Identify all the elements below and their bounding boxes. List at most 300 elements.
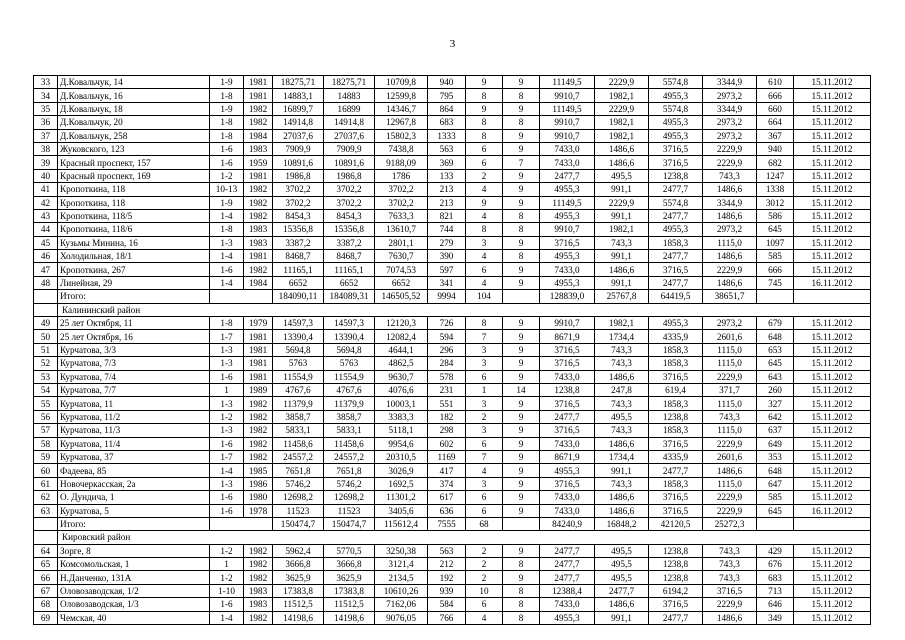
table-cell: 648 — [757, 330, 794, 343]
table-cell: 42 — [34, 196, 58, 209]
table-cell: 3625,9 — [273, 571, 324, 584]
table-cell: 10003,1 — [375, 397, 428, 410]
total-label: Итого: — [58, 290, 210, 303]
table-cell: 296 — [428, 343, 466, 356]
table-cell: 11149,5 — [540, 196, 595, 209]
table-cell: 2 — [466, 169, 503, 182]
table-cell: 66 — [34, 571, 58, 584]
table-cell: 69 — [34, 611, 58, 624]
buildings-table — [33, 75, 871, 625]
table-cell: 9 — [503, 263, 540, 276]
table-cell: 1982,1 — [595, 317, 649, 330]
table-cell: 991,1 — [595, 276, 649, 289]
table-cell: 1115,0 — [703, 236, 757, 249]
table-cell: 33 — [34, 76, 58, 89]
table-cell: 1982 — [244, 558, 273, 571]
table-cell: 7433,0 — [540, 263, 595, 276]
table-cell: 2973,2 — [703, 89, 757, 102]
total-row — [34, 517, 871, 530]
table-cell: 2229,9 — [703, 504, 757, 517]
table-cell: 4955,3 — [540, 611, 595, 624]
table-cell: 2477,7 — [649, 464, 703, 477]
table-cell: 602 — [428, 437, 466, 450]
table-cell: 1 — [466, 383, 503, 396]
table-cell: 3858,7 — [273, 410, 324, 423]
table-cell: 8 — [503, 611, 540, 624]
table-row — [34, 169, 871, 182]
table-cell: 7 — [466, 330, 503, 343]
table-cell: 3383,3 — [375, 410, 428, 423]
table-cell: 9 — [503, 450, 540, 463]
table-cell: 14597,3 — [324, 317, 375, 330]
table-cell: 4955,3 — [540, 464, 595, 477]
table-cell: 371,7 — [703, 383, 757, 396]
table-cell: 682 — [757, 156, 794, 169]
table-cell: 743,3 — [703, 544, 757, 557]
table-cell — [34, 290, 58, 303]
table-cell: 3716,5 — [649, 598, 703, 611]
table-cell: 610 — [757, 76, 794, 89]
table-cell: 1692,5 — [375, 477, 428, 490]
table-cell: 578 — [428, 370, 466, 383]
table-cell: 11554,9 — [273, 370, 324, 383]
table-cell: 15.11.2012 — [794, 330, 871, 343]
table-cell: 4 — [466, 464, 503, 477]
table-cell: Курчатова, 3/3 — [58, 343, 210, 356]
table-cell: Д.Ковальчук, 20 — [58, 116, 210, 129]
table-cell: 15.11.2012 — [794, 357, 871, 370]
table-cell: 3716,5 — [540, 397, 595, 410]
table-cell: 9910,7 — [540, 116, 595, 129]
table-cell: 11512,5 — [273, 598, 324, 611]
table-cell: 1978 — [244, 504, 273, 517]
table-cell: 6 — [466, 156, 503, 169]
table-cell: 1115,0 — [703, 357, 757, 370]
table-cell: Жуковского, 123 — [58, 142, 210, 155]
table-row — [34, 102, 871, 115]
table-cell: 60 — [34, 464, 58, 477]
table-cell: 2973,2 — [703, 317, 757, 330]
table-cell: 7 — [503, 156, 540, 169]
table-cell: 1486,6 — [703, 209, 757, 222]
table-cell: 417 — [428, 464, 466, 477]
table-cell: 645 — [757, 223, 794, 236]
table-cell: 11523 — [324, 504, 375, 517]
table-row — [34, 491, 871, 504]
table-cell: 41 — [34, 183, 58, 196]
table-cell: 8 — [503, 116, 540, 129]
table-cell: Комсомольская, 1 — [58, 558, 210, 571]
table-cell: 3 — [466, 236, 503, 249]
table-cell: 63 — [34, 504, 58, 517]
table-cell: 15.11.2012 — [794, 397, 871, 410]
table-cell: 12082,4 — [375, 330, 428, 343]
total-cell: 42120,5 — [649, 517, 703, 530]
table-cell: 15.11.2012 — [794, 223, 871, 236]
table-cell: 642 — [757, 410, 794, 423]
total-cell: 104 — [466, 290, 503, 303]
table-cell: 27037,6 — [273, 129, 324, 142]
table-cell: 15.11.2012 — [794, 584, 871, 597]
table-cell: 2 — [466, 571, 503, 584]
table-cell: 8671,9 — [540, 330, 595, 343]
table-cell: 15.11.2012 — [794, 209, 871, 222]
table-cell: 1-3 — [210, 424, 244, 437]
table-cell: 11512,5 — [324, 598, 375, 611]
table-cell: 14914,8 — [324, 116, 375, 129]
table-cell: 1-4 — [210, 276, 244, 289]
table-cell: 1-9 — [210, 102, 244, 115]
table-cell: 3344,9 — [703, 102, 757, 115]
table-cell: 3 — [466, 397, 503, 410]
table-cell: 1982 — [244, 183, 273, 196]
table-cell: Холодильная, 18/1 — [58, 250, 210, 263]
table-cell: 1-6 — [210, 504, 244, 517]
table-row — [34, 156, 871, 169]
table-cell: 1981 — [244, 343, 273, 356]
table-cell: 676 — [757, 558, 794, 571]
table-cell: 1982,1 — [595, 129, 649, 142]
table-cell: 9910,7 — [540, 89, 595, 102]
table-cell: 7433,0 — [540, 598, 595, 611]
table-cell: 2229,9 — [703, 370, 757, 383]
table-cell: 7162,06 — [375, 598, 428, 611]
table-cell: 3387,2 — [324, 236, 375, 249]
table-cell: 4 — [466, 250, 503, 263]
table-cell: 11149,5 — [540, 102, 595, 115]
table-cell: 1-8 — [210, 89, 244, 102]
table-cell: 9 — [503, 571, 540, 584]
table-cell: 5694,8 — [273, 343, 324, 356]
table-cell: 6 — [466, 142, 503, 155]
table-cell: 298 — [428, 424, 466, 437]
table-cell: 1247 — [757, 169, 794, 182]
table-cell: 991,1 — [595, 464, 649, 477]
table-cell: Курчатова, 11 — [58, 397, 210, 410]
table-cell: 3 — [466, 357, 503, 370]
table-cell: 1-3 — [210, 397, 244, 410]
table-cell: 8 — [466, 116, 503, 129]
table-cell: 1-6 — [210, 263, 244, 276]
table-cell: 1981 — [244, 357, 273, 370]
table-cell: 2477,7 — [649, 250, 703, 263]
table-cell: 15.11.2012 — [794, 450, 871, 463]
table-cell: 18275,71 — [273, 76, 324, 89]
table-cell: 653 — [757, 343, 794, 356]
table-cell: 1338 — [757, 183, 794, 196]
table-cell: 57 — [34, 424, 58, 437]
table-cell: 1734,4 — [595, 330, 649, 343]
table-cell: 563 — [428, 142, 466, 155]
table-cell: 11379,9 — [273, 397, 324, 410]
table-cell: 743,3 — [703, 558, 757, 571]
table-cell: 637 — [757, 424, 794, 437]
table-cell: 563 — [428, 544, 466, 557]
table-cell: 7433,0 — [540, 370, 595, 383]
table-cell: 1858,3 — [649, 357, 703, 370]
table-cell: 495,5 — [595, 410, 649, 423]
table-cell: 11165,1 — [273, 263, 324, 276]
table-cell: 5574,8 — [649, 76, 703, 89]
table-cell: 50 — [34, 330, 58, 343]
table-cell: Линейная, 29 — [58, 276, 210, 289]
table-cell: 7433,0 — [540, 156, 595, 169]
table-row — [34, 571, 871, 584]
table-cell: 47 — [34, 263, 58, 276]
table-cell: 1986,8 — [273, 169, 324, 182]
table-cell: 6 — [466, 491, 503, 504]
table-cell: 1-4 — [210, 464, 244, 477]
table-cell: 8 — [466, 317, 503, 330]
table-cell: 1238,8 — [649, 544, 703, 557]
table-cell: 2477,7 — [649, 209, 703, 222]
table-cell: 664 — [757, 116, 794, 129]
table-cell: 1982 — [244, 397, 273, 410]
table-cell: 6652 — [375, 276, 428, 289]
table-cell: 3702,2 — [324, 183, 375, 196]
table-cell: 648 — [757, 464, 794, 477]
table-cell: 3026,9 — [375, 464, 428, 477]
table-cell: Кропоткина, 118/5 — [58, 209, 210, 222]
table-cell: 15.11.2012 — [794, 410, 871, 423]
table-cell: 9 — [466, 196, 503, 209]
table-row — [34, 317, 871, 330]
table-cell: 9 — [503, 410, 540, 423]
table-cell: 3716,5 — [540, 357, 595, 370]
table-cell: 3716,5 — [540, 343, 595, 356]
table-cell: 645 — [757, 504, 794, 517]
table-cell: 9 — [466, 102, 503, 115]
table-cell: Кузьмы Минина, 16 — [58, 236, 210, 249]
table-cell: 1982 — [244, 410, 273, 423]
table-cell: 1486,6 — [595, 263, 649, 276]
table-row — [34, 236, 871, 249]
table-cell: 9 — [503, 330, 540, 343]
table-cell: 660 — [757, 102, 794, 115]
table-row — [34, 209, 871, 222]
table-cell: 16899,7 — [273, 102, 324, 115]
table-cell: 4955,3 — [649, 89, 703, 102]
table-cell: 7 — [466, 450, 503, 463]
table-cell: 495,5 — [595, 169, 649, 182]
table-cell: 15.11.2012 — [794, 129, 871, 142]
table-cell: 1982 — [244, 611, 273, 624]
table-cell: 15.11.2012 — [794, 142, 871, 155]
table-cell: 4767,6 — [324, 383, 375, 396]
table-cell: 27037,6 — [324, 129, 375, 142]
table-cell: 1-2 — [210, 169, 244, 182]
table-cell: 1-8 — [210, 129, 244, 142]
table-cell: 7438,8 — [375, 142, 428, 155]
table-cell: 991,1 — [595, 250, 649, 263]
table-cell: 1333 — [428, 129, 466, 142]
table-cell: 54 — [34, 383, 58, 396]
table-cell: 495,5 — [595, 571, 649, 584]
table-cell: 279 — [428, 236, 466, 249]
table-cell: 683 — [757, 571, 794, 584]
total-cell: 184090,11 — [273, 290, 324, 303]
table-row — [34, 584, 871, 597]
table-cell: 15.11.2012 — [794, 263, 871, 276]
table-cell: 9 — [503, 504, 540, 517]
table-cell: 6652 — [324, 276, 375, 289]
table-cell: 2973,2 — [703, 223, 757, 236]
table-cell: 7074,53 — [375, 263, 428, 276]
table-cell: Курчатова, 7/7 — [58, 383, 210, 396]
table-cell: 617 — [428, 491, 466, 504]
table-cell: 9 — [503, 437, 540, 450]
table-cell: 1-8 — [210, 317, 244, 330]
table-cell: 8 — [503, 558, 540, 571]
table-cell: 15.11.2012 — [794, 424, 871, 437]
table-cell — [210, 290, 273, 303]
table-cell: 1486,6 — [595, 370, 649, 383]
table-cell: 15.11.2012 — [794, 236, 871, 249]
table-cell: 1989 — [244, 383, 273, 396]
table-row — [34, 116, 871, 129]
table-cell: 37 — [34, 129, 58, 142]
table-cell: 45 — [34, 236, 58, 249]
table-cell: 1986 — [244, 477, 273, 490]
table-cell: 2229,9 — [595, 102, 649, 115]
table-cell: 12698,2 — [273, 491, 324, 504]
table-cell: 36 — [34, 116, 58, 129]
table-cell: 18275,71 — [324, 76, 375, 89]
table-cell: 15356,8 — [324, 223, 375, 236]
table-cell: 1486,6 — [703, 183, 757, 196]
table-cell: 1115,0 — [703, 424, 757, 437]
table-row — [34, 330, 871, 343]
table-cell: 15.11.2012 — [794, 343, 871, 356]
table-cell: 2229,9 — [703, 437, 757, 450]
table-cell: 12967,8 — [375, 116, 428, 129]
table-cell: 743,3 — [595, 397, 649, 410]
table-cell: 636 — [428, 504, 466, 517]
table-cell: 15.11.2012 — [794, 156, 871, 169]
table-cell: 1982 — [244, 116, 273, 129]
table-cell: 7433,0 — [540, 504, 595, 517]
table-cell: 7633,3 — [375, 209, 428, 222]
table-cell: Зорге, 8 — [58, 544, 210, 557]
table-cell: 11149,5 — [540, 76, 595, 89]
table-cell: 10891,6 — [324, 156, 375, 169]
table-row — [34, 424, 871, 437]
table-cell: 10891,6 — [273, 156, 324, 169]
table-cell: 940 — [757, 142, 794, 155]
table-cell: 9 — [503, 464, 540, 477]
table-cell: 1983 — [244, 236, 273, 249]
table-cell: 15.11.2012 — [794, 196, 871, 209]
table-cell: 3405,6 — [375, 504, 428, 517]
table-cell: 1858,3 — [649, 424, 703, 437]
table-cell: 1858,3 — [649, 236, 703, 249]
table-cell: 1486,6 — [703, 464, 757, 477]
table-cell: 745 — [757, 276, 794, 289]
table-cell: 341 — [428, 276, 466, 289]
table-cell: Кропоткина, 118 — [58, 183, 210, 196]
table-cell: 3716,5 — [540, 236, 595, 249]
table-cell: 4 — [466, 276, 503, 289]
table-cell: 991,1 — [595, 183, 649, 196]
table-row — [34, 450, 871, 463]
table-cell: 8 — [503, 250, 540, 263]
table-cell: 4955,3 — [540, 250, 595, 263]
table-cell: 7651,8 — [324, 464, 375, 477]
table-cell: 367 — [757, 129, 794, 142]
table-cell: Курчатова, 7/4 — [58, 370, 210, 383]
table-cell: 9 — [503, 102, 540, 115]
table-cell: 2477,7 — [649, 276, 703, 289]
table-cell: 2229,9 — [703, 491, 757, 504]
total-cell: 64419,5 — [649, 290, 703, 303]
table-cell: 1-9 — [210, 76, 244, 89]
table-cell: 3344,9 — [703, 196, 757, 209]
table-cell: 1-6 — [210, 156, 244, 169]
table-cell: 9 — [503, 343, 540, 356]
table-row — [34, 611, 871, 624]
table-cell: 8 — [503, 598, 540, 611]
table-cell: 1-6 — [210, 491, 244, 504]
table-cell: 327 — [757, 397, 794, 410]
table-cell: 8 — [503, 89, 540, 102]
table-cell: 8454,3 — [273, 209, 324, 222]
table-cell: 213 — [428, 183, 466, 196]
table-cell: 1486,6 — [595, 142, 649, 155]
table-cell: 231 — [428, 383, 466, 396]
table-cell: 594 — [428, 330, 466, 343]
total-cell — [757, 290, 794, 303]
table-cell: 743,3 — [595, 236, 649, 249]
table-cell: 14198,6 — [324, 611, 375, 624]
table-cell: 743,3 — [703, 410, 757, 423]
table-cell: 1980 — [244, 491, 273, 504]
table-cell: 666 — [757, 263, 794, 276]
table-cell: 2134,5 — [375, 571, 428, 584]
table-cell: 11458,6 — [273, 437, 324, 450]
table-cell: 1-3 — [210, 343, 244, 356]
table-cell: 1115,0 — [703, 343, 757, 356]
table-cell: 213 — [428, 196, 466, 209]
table-cell: 551 — [428, 397, 466, 410]
table-cell: 597 — [428, 263, 466, 276]
table-cell: 4335,9 — [649, 330, 703, 343]
table-cell: 744 — [428, 223, 466, 236]
table-cell: 9 — [503, 276, 540, 289]
table-cell: 9 — [503, 169, 540, 182]
table-cell: 52 — [34, 357, 58, 370]
table-cell: 15.11.2012 — [794, 89, 871, 102]
table-cell: 11165,1 — [324, 263, 375, 276]
table-cell: 2477,7 — [540, 558, 595, 571]
table-cell: 1985 — [244, 464, 273, 477]
table-cell: Курчатова, 5 — [58, 504, 210, 517]
table-cell: 35 — [34, 102, 58, 115]
table-cell: 284 — [428, 357, 466, 370]
table-cell: 1-7 — [210, 330, 244, 343]
table-cell: 1-6 — [210, 370, 244, 383]
table-cell: 247,8 — [595, 383, 649, 396]
section-title: Кировский район — [58, 531, 871, 544]
table-cell: 390 — [428, 250, 466, 263]
table-cell: 991,1 — [595, 611, 649, 624]
table-cell: 1-4 — [210, 209, 244, 222]
table-cell: 1982 — [244, 196, 273, 209]
table-cell: 1981 — [244, 330, 273, 343]
table-cell: 1-2 — [210, 410, 244, 423]
table-cell: 58 — [34, 437, 58, 450]
table-cell: 864 — [428, 102, 466, 115]
table-cell: 1984 — [244, 276, 273, 289]
